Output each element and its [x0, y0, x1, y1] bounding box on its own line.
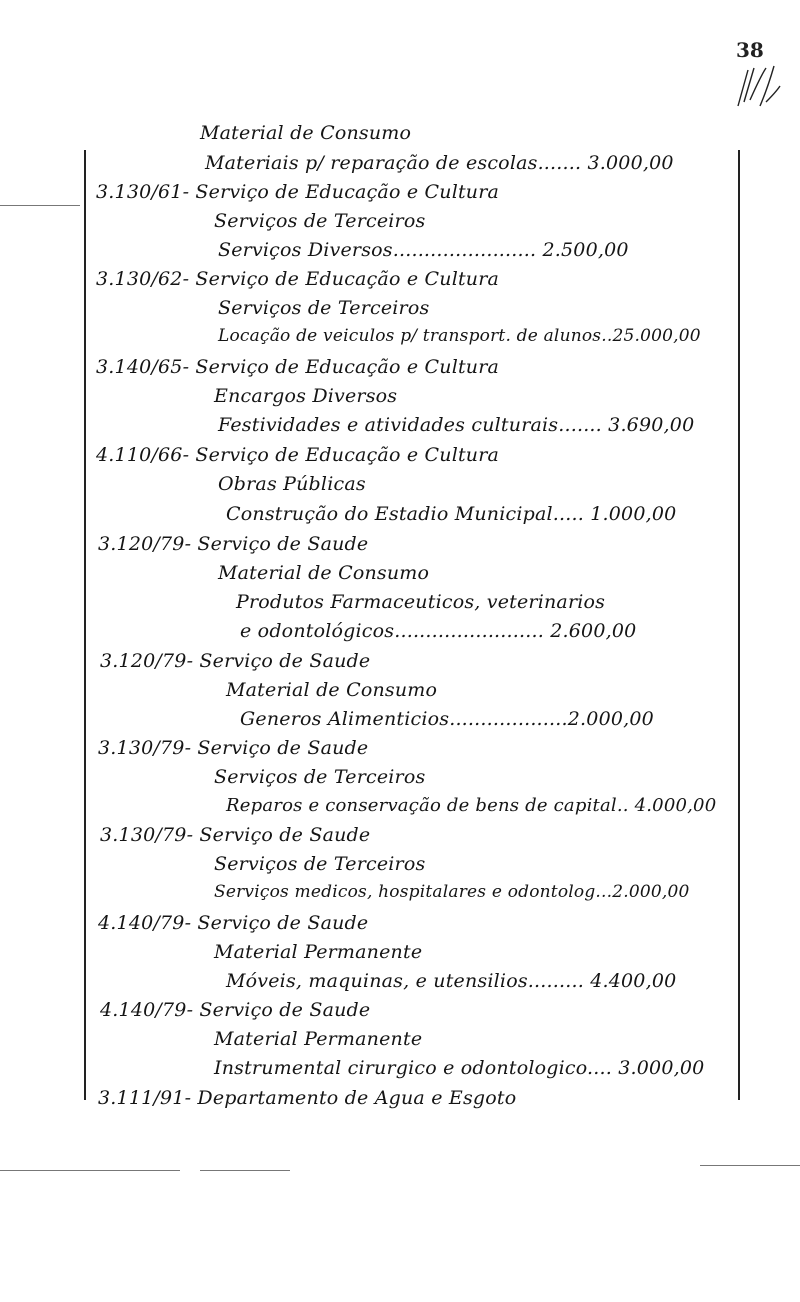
ledger-line: Serviços Diversos....................... 2.500,00 [218, 239, 629, 261]
ledger-line: Serviços de Terceiros [214, 766, 426, 788]
ledger-line: Material de Consumo [200, 122, 412, 144]
ledger-line: Material de Consumo [218, 562, 430, 584]
ledger-line: Serviços de Terceiros [218, 297, 430, 319]
scan-mark [700, 1165, 800, 1166]
ledger-line: Serviços de Terceiros [214, 210, 426, 232]
ledger-line: 4.140/79- Serviço de Saude [98, 912, 369, 934]
ledger-line: 3.120/79- Serviço de Saude [100, 650, 371, 672]
ledger-line: 3.130/62- Serviço de Educação e Cultura [96, 268, 500, 290]
ledger-line: Instrumental cirurgico e odontologico.... 3.000,00 [214, 1057, 705, 1079]
ledger-line: Móveis, maquinas, e utensilios......... 4.400,00 [226, 970, 677, 992]
ledger-line: Serviços medicos, hospitalares e odontolog...2.000,00 [214, 882, 690, 902]
ledger-line: Obras Públicas [218, 473, 366, 495]
ledger-line: Festividades e atividades culturais....... 3.690,00 [218, 414, 695, 436]
ledger-line: Produtos Farmaceuticos, veterinarios [236, 591, 606, 613]
right-margin-rule [738, 150, 740, 1100]
ledger-line: Generos Alimenticios...................2.000,00 [240, 708, 654, 730]
ledger-line: 3.130/61- Serviço de Educação e Cultura [96, 181, 500, 203]
ledger-line: Material Permanente [214, 941, 423, 963]
ledger-line: Material Permanente [214, 1028, 423, 1050]
ledger-line: 3.120/79- Serviço de Saude [98, 533, 369, 555]
left-margin-rule [84, 150, 86, 1100]
ledger-line: 4.110/66- Serviço de Educação e Cultura [96, 444, 500, 466]
scan-mark [0, 205, 80, 206]
ledger-line: Encargos Diversos [214, 385, 398, 407]
ledger-line: 3.140/65- Serviço de Educação e Cultura [96, 356, 500, 378]
ledger-line: Locação de veiculos p/ transport. de alunos..25.000,00 [218, 326, 701, 346]
ledger-line: Reparos e conservação de bens de capital.. 4.000,00 [226, 795, 717, 816]
ledger-line: Serviços de Terceiros [214, 853, 426, 875]
scan-mark [0, 1170, 180, 1171]
ledger-line: 4.140/79- Serviço de Saude [100, 999, 371, 1021]
ledger-line: 3.130/79- Serviço de Saude [100, 824, 371, 846]
ledger-line: 3.130/79- Serviço de Saude [98, 737, 369, 759]
ledger-line: Material de Consumo [226, 679, 438, 701]
scan-mark [200, 1170, 290, 1171]
ledger-line: Construção do Estadio Municipal..... 1.000,00 [226, 503, 677, 525]
ledger-line: Materiais p/ reparação de escolas....... 3.000,00 [205, 152, 674, 174]
ledger-line: 3.111/91- Departamento de Agua e Esgoto [98, 1087, 517, 1109]
ledger-line: e odontológicos........................ 2.600,00 [240, 620, 637, 642]
initials-signature [732, 62, 782, 110]
page-number: 38 [736, 38, 764, 62]
